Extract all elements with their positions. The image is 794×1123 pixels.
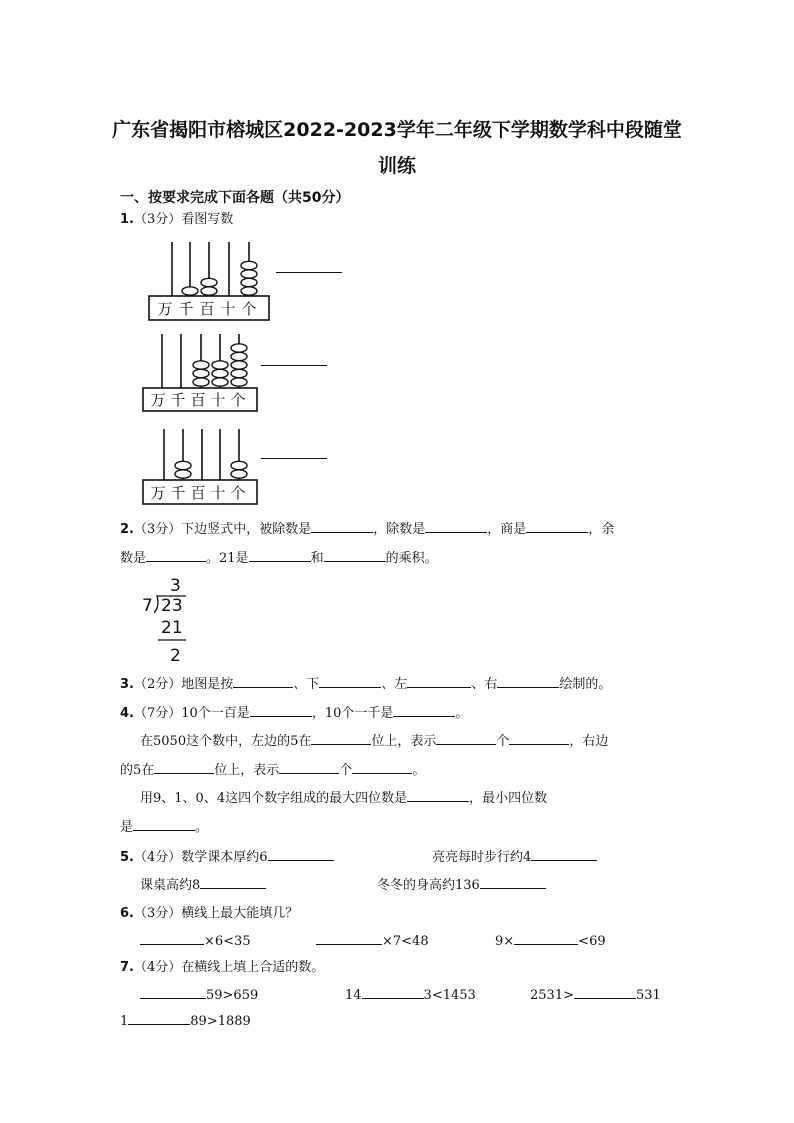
bead bbox=[212, 369, 228, 377]
answer-blank[interactable] bbox=[250, 702, 312, 717]
abacus-1-beads bbox=[182, 261, 257, 295]
q7-item: 3<1453 bbox=[423, 988, 476, 1003]
question-5 bbox=[120, 846, 334, 865]
page-title: 广东省揭阳市榕城区2022-2023学年二年级下学期数学科中段随堂 bbox=[112, 119, 682, 141]
q4-text: 位上，表示 bbox=[214, 763, 280, 778]
answer-blank[interactable] bbox=[526, 518, 588, 533]
abacus-label: 万 bbox=[150, 391, 166, 409]
q5-score: （4分） bbox=[133, 850, 182, 865]
answer-blank[interactable] bbox=[249, 547, 311, 562]
q6-item: ×6<35 bbox=[204, 934, 251, 949]
answer-blank[interactable] bbox=[425, 518, 487, 533]
q3-text: 、左 bbox=[381, 677, 408, 692]
q1-score: （3分） bbox=[133, 212, 182, 227]
page-title-line2: 训练 bbox=[377, 155, 416, 177]
q4-text: ，10个一千是 bbox=[311, 706, 394, 721]
q4-score: （7分） bbox=[133, 706, 182, 721]
q4-text: 个 bbox=[339, 763, 353, 778]
bead bbox=[231, 361, 247, 369]
question-2-line2 bbox=[120, 547, 438, 566]
bead bbox=[231, 470, 247, 478]
answer-blank[interactable] bbox=[133, 816, 195, 831]
answer-blank[interactable] bbox=[311, 518, 373, 533]
answer-blank[interactable] bbox=[480, 874, 546, 889]
q3-text: 绘制的。 bbox=[559, 677, 612, 692]
q7-item: 1 bbox=[120, 1014, 129, 1029]
q7-score: （4分） bbox=[133, 960, 182, 975]
abacus-label: 十 bbox=[220, 300, 236, 318]
question-5-item-b bbox=[432, 846, 597, 865]
answer-blank[interactable] bbox=[316, 930, 382, 945]
answer-blank[interactable] bbox=[531, 846, 597, 861]
bead bbox=[212, 361, 228, 369]
bead bbox=[193, 369, 209, 377]
q4-text: 。 bbox=[455, 706, 469, 721]
abacus-2 bbox=[142, 332, 267, 414]
abacus-label: 十 bbox=[210, 391, 226, 409]
q7-item: 2531> bbox=[530, 988, 574, 1003]
answer-blank[interactable] bbox=[324, 547, 386, 562]
q3-text: 、右 bbox=[471, 677, 498, 692]
question-4-line4 bbox=[140, 787, 547, 806]
answer-blank[interactable] bbox=[407, 673, 471, 688]
question-7 bbox=[120, 956, 324, 975]
question-4 bbox=[120, 702, 468, 721]
question-6-item-c bbox=[495, 930, 606, 949]
answer-blank-2[interactable] bbox=[261, 365, 327, 366]
q1-number: 1. bbox=[120, 212, 134, 227]
answer-blank[interactable] bbox=[140, 930, 204, 945]
bead bbox=[201, 278, 217, 286]
bead bbox=[241, 270, 257, 278]
bead bbox=[193, 378, 209, 386]
q2-text: 。21是 bbox=[206, 551, 249, 566]
q7-item: 14 bbox=[345, 988, 362, 1003]
question-4-line3 bbox=[120, 759, 425, 778]
q6-item: ×7<48 bbox=[382, 934, 429, 949]
q5-item: 课桌高约8 bbox=[140, 878, 201, 893]
answer-blank[interactable] bbox=[514, 930, 578, 945]
answer-blank[interactable] bbox=[268, 846, 334, 861]
q2-text: ，除数是 bbox=[373, 522, 426, 537]
abacus-label: 个 bbox=[241, 300, 257, 318]
bead bbox=[231, 461, 247, 469]
answer-blank[interactable] bbox=[279, 759, 339, 774]
q2-text: ，余 bbox=[588, 522, 615, 537]
q4-text: 用9、1、0、4这四个数字组成的最大四位数是 bbox=[140, 791, 408, 806]
q2-number: 2. bbox=[120, 522, 134, 537]
answer-blank[interactable] bbox=[200, 874, 266, 889]
answer-blank-1[interactable] bbox=[276, 272, 342, 273]
abacus-3 bbox=[142, 425, 267, 507]
question-5-item-d bbox=[377, 874, 546, 893]
abacus-label: 百 bbox=[199, 300, 215, 318]
long-division bbox=[140, 574, 200, 666]
q4-text: 位上，表示 bbox=[371, 734, 437, 749]
q2-text: 下边竖式中，被除数是 bbox=[181, 522, 312, 537]
q3-number: 3. bbox=[120, 677, 134, 692]
q5-number: 5. bbox=[120, 850, 134, 865]
q4-text: 在5050这个数中，左边的5在 bbox=[140, 734, 312, 749]
question-6-item-b bbox=[316, 930, 429, 949]
bead bbox=[182, 287, 198, 295]
answer-blank[interactable] bbox=[362, 984, 424, 999]
q6-item: 9× bbox=[495, 934, 515, 949]
q2-text: 和 bbox=[310, 551, 324, 566]
bead bbox=[231, 344, 247, 352]
q6-item: <69 bbox=[578, 934, 606, 949]
q4-text: 个 bbox=[496, 734, 510, 749]
q4-number: 4. bbox=[120, 706, 134, 721]
q4-text: 的5在 bbox=[120, 763, 155, 778]
q6-number: 6. bbox=[120, 906, 134, 921]
q4-text: 是 bbox=[120, 820, 134, 835]
q2-text: ，商是 bbox=[487, 522, 527, 537]
bead bbox=[175, 470, 191, 478]
answer-blank[interactable] bbox=[436, 730, 496, 745]
bead bbox=[212, 378, 228, 386]
bead bbox=[241, 287, 257, 295]
q1-text: 看图写数 bbox=[181, 212, 234, 227]
question-7-item-d bbox=[120, 1010, 251, 1029]
q5-item: 冬冬的身高约136 bbox=[377, 878, 480, 893]
q4-text: ，右边 bbox=[569, 734, 609, 749]
abacus-3-beads bbox=[175, 461, 247, 478]
question-7-item-b bbox=[345, 984, 476, 1003]
question-3 bbox=[120, 673, 611, 692]
dividend: 23 bbox=[161, 596, 183, 616]
abacus-label: 个 bbox=[230, 391, 246, 409]
divisor: 7 bbox=[142, 596, 153, 616]
answer-blank[interactable] bbox=[509, 730, 569, 745]
q7-item: 59>659 bbox=[206, 988, 259, 1003]
answer-blank[interactable] bbox=[319, 673, 381, 688]
bead bbox=[231, 369, 247, 377]
question-5-item-c bbox=[140, 874, 266, 893]
answer-blank[interactable] bbox=[128, 1010, 190, 1025]
q2-score: （3分） bbox=[133, 522, 182, 537]
abacus-label: 千 bbox=[170, 484, 186, 502]
q4-text: 。 bbox=[195, 820, 209, 835]
q2-text: 的乘积。 bbox=[385, 551, 438, 566]
bead bbox=[241, 261, 257, 269]
answer-blank[interactable] bbox=[140, 984, 206, 999]
q2-text: 数是 bbox=[120, 551, 147, 566]
abacus-label: 十 bbox=[210, 484, 226, 502]
bead bbox=[231, 378, 247, 386]
abacus-label: 万 bbox=[150, 484, 166, 502]
abacus-1 bbox=[148, 238, 273, 323]
bead bbox=[241, 278, 257, 286]
question-1 bbox=[120, 208, 233, 227]
abacus-label: 百 bbox=[190, 484, 206, 502]
question-4-line2 bbox=[140, 730, 608, 749]
answer-blank[interactable] bbox=[393, 702, 455, 717]
answer-blank[interactable] bbox=[407, 787, 469, 802]
bead bbox=[201, 287, 217, 295]
q3-text: 地图是按 bbox=[181, 677, 234, 692]
answer-blank[interactable] bbox=[352, 759, 412, 774]
q7-item: 89>1889 bbox=[190, 1014, 251, 1029]
abacus-label: 千 bbox=[170, 391, 186, 409]
remainder: 2 bbox=[170, 646, 181, 666]
q7-number: 7. bbox=[120, 960, 134, 975]
answer-blank[interactable] bbox=[233, 673, 293, 688]
section-heading: 一、按要求完成下面各题（共50分） bbox=[120, 190, 350, 206]
q4-text: 10个一百是 bbox=[181, 706, 250, 721]
q3-score: （2分） bbox=[133, 677, 182, 692]
quotient: 3 bbox=[170, 576, 181, 596]
question-2 bbox=[120, 518, 614, 537]
question-6-item-a bbox=[140, 930, 251, 949]
q3-text: 、下 bbox=[293, 677, 320, 692]
question-7-item-c bbox=[530, 984, 661, 1003]
bead bbox=[175, 461, 191, 469]
abacus-label: 个 bbox=[230, 484, 246, 502]
q6-text: 横线上最大能填几？ bbox=[181, 906, 299, 921]
q7-text: 在横线上填上合适的数。 bbox=[181, 960, 325, 975]
q4-text: 。 bbox=[412, 763, 426, 778]
q7-item: 531 bbox=[635, 988, 661, 1003]
bead bbox=[231, 352, 247, 360]
bead bbox=[193, 361, 209, 369]
abacus-label: 百 bbox=[190, 391, 206, 409]
question-7-item-a bbox=[140, 984, 258, 1003]
abacus-label: 千 bbox=[178, 300, 194, 318]
answer-blank[interactable] bbox=[574, 984, 636, 999]
answer-blank[interactable] bbox=[497, 673, 559, 688]
q5-item: 亮亮每时步行约4 bbox=[432, 850, 532, 865]
q5-item: 数学课本厚约6 bbox=[181, 850, 268, 865]
question-6 bbox=[120, 902, 298, 921]
answer-blank[interactable] bbox=[146, 547, 206, 562]
answer-blank[interactable] bbox=[311, 730, 371, 745]
answer-blank[interactable] bbox=[154, 759, 214, 774]
question-4-line5 bbox=[120, 816, 208, 835]
answer-blank-3[interactable] bbox=[261, 458, 327, 459]
q6-score: （3分） bbox=[133, 906, 182, 921]
product: 21 bbox=[161, 618, 183, 638]
abacus-label: 万 bbox=[157, 300, 173, 318]
q4-text: ，最小四位数 bbox=[469, 791, 548, 806]
